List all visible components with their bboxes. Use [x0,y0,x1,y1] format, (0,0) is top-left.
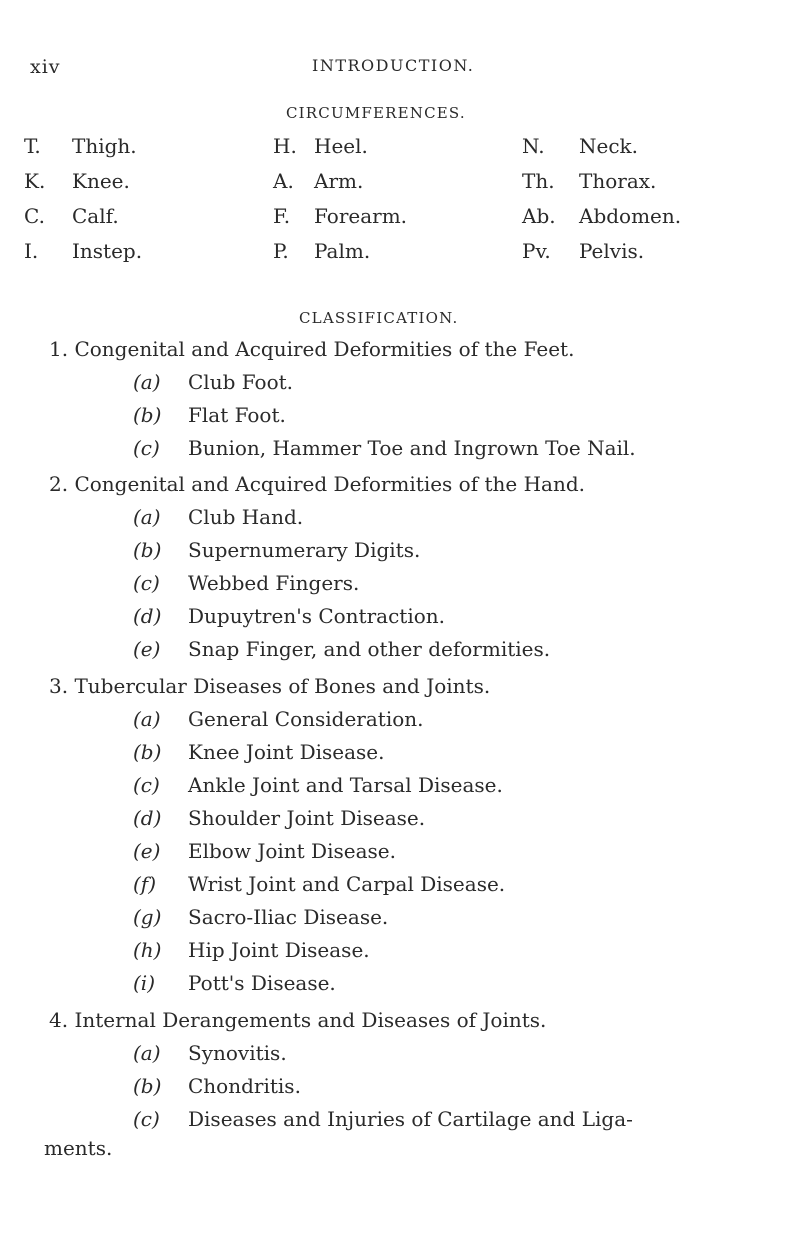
subitem-text: Snap Finger, and other deformities. [188,637,551,661]
outline-subitem [133,971,336,995]
subitem-text: Ankle Joint and Tarsal Disease. [188,773,503,797]
subitem-text: Chondritis. [188,1074,301,1098]
abbreviation-row [0,239,800,269]
subitem-text: Elbow Joint Disease. [188,839,396,863]
abbreviation: Pv. [522,239,551,263]
abbreviation: N. [522,134,545,158]
subitem-letter: (e) [133,637,161,661]
item-title: Tubercular Diseases of Bones and Joints. [74,674,491,698]
outline-subitem [133,707,424,731]
item-number: 2. [49,472,69,496]
abbreviation-meaning: Thigh. [72,134,137,158]
abbreviation: H. [273,134,297,158]
abbreviation-meaning: Abdomen. [579,204,682,228]
subitem-text: Wrist Joint and Carpal Disease. [188,872,506,896]
abbreviation-meaning: Heel. [314,134,368,158]
subitem-text: Bunion, Hammer Toe and Ingrown Toe Nail. [188,436,636,460]
circumferences-heading: CIRCUMFERENCES. [286,104,466,122]
subitem-text: Synovitis. [188,1041,287,1065]
outline-subitem [133,370,293,394]
outline-subitem [133,403,286,427]
subitem-letter: (c) [133,436,160,460]
outline-subitem [133,505,303,529]
item-title: Congenital and Acquired Deformities of the Feet. [74,337,575,361]
subitem-text: Flat Foot. [188,403,286,427]
abbreviation: Ab. [522,204,556,228]
subitem-text: Knee Joint Disease. [188,740,385,764]
abbreviation-row [0,204,800,234]
subitem-letter: (a) [133,370,161,394]
abbreviation-meaning: Thorax. [579,169,657,193]
subitem-letter: (b) [133,740,162,764]
item-title: Congenital and Acquired Deformities of the Hand. [74,472,585,496]
item-title: Internal Derangements and Diseases of Joints. [74,1008,547,1032]
subitem-text: Shoulder Joint Disease. [188,806,426,830]
outline-subitem [133,839,396,863]
subitem-letter: (b) [133,538,162,562]
subitem-letter: (e) [133,839,161,863]
outline-subitem [133,1074,301,1098]
abbreviation: Th. [522,169,555,193]
subitem-letter: (d) [133,806,162,830]
abbreviation-row [0,169,800,199]
running-header [0,56,800,80]
hyphenated-continuation: ments. [44,1136,113,1160]
outline-subitem [133,604,445,628]
abbreviation: F. [273,204,291,228]
outline-subitem [133,571,359,595]
abbreviation-meaning: Instep. [72,239,143,263]
subitem-text: Dupuytren's Contraction. [188,604,445,628]
outline-subitem [133,1041,287,1065]
item-number: 3. [49,674,69,698]
subitem-letter: (a) [133,707,161,731]
abbreviation-meaning: Forearm. [314,204,408,228]
subitem-text: Pott's Disease. [188,971,336,995]
subitem-letter: (b) [133,1074,162,1098]
subitem-letter: (d) [133,604,162,628]
outline-subitem [133,740,385,764]
outline-item [49,674,490,698]
abbreviation: T. [24,134,41,158]
subitem-text: General Consideration. [188,707,424,731]
outline-subitem [133,773,503,797]
outline-item [49,472,585,496]
outline-subitem [133,806,425,830]
abbreviation-meaning: Calf. [72,204,119,228]
abbreviation-meaning: Neck. [579,134,639,158]
abbreviation: C. [24,204,45,228]
abbreviation-meaning: Pelvis. [579,239,645,263]
subitem-text: Webbed Fingers. [188,571,360,595]
abbreviation: A. [273,169,294,193]
outline-subitem [133,938,370,962]
outline-subitem [133,637,550,661]
outline-item [49,1008,546,1032]
page-number: xiv [30,56,61,78]
subitem-text: Diseases and Injuries of Cartilage and Liga- [188,1107,633,1131]
abbreviation-meaning: Knee. [72,169,130,193]
subitem-letter: (i) [133,971,156,995]
subitem-letter: (c) [133,1107,160,1131]
outline-subitem [133,872,505,896]
subitem-letter: (c) [133,773,160,797]
subitem-text: Supernumerary Digits. [188,538,421,562]
running-title: INTRODUCTION. [312,56,475,75]
abbreviation: P. [273,239,289,263]
abbreviation-meaning: Arm. [314,169,364,193]
item-number: 1. [49,337,69,361]
subitem-letter: (c) [133,571,160,595]
outline-subitem [133,1107,633,1131]
item-number: 4. [49,1008,69,1032]
classification-heading: CLASSIFICATION. [299,309,459,327]
subitem-letter: (g) [133,905,162,929]
subitem-letter: (a) [133,1041,161,1065]
subitem-letter: (a) [133,505,161,529]
subitem-letter: (h) [133,938,162,962]
subitem-text: Sacro-Iliac Disease. [188,905,389,929]
abbreviation-row [0,134,800,164]
subitem-text: Club Foot. [188,370,293,394]
outline-subitem [133,538,420,562]
subitem-text: Club Hand. [188,505,304,529]
abbreviation: K. [24,169,46,193]
outline-item [49,337,574,361]
abbreviation: I. [24,239,39,263]
subitem-text: Hip Joint Disease. [188,938,370,962]
outline-subitem [133,905,388,929]
outline-subitem [133,436,636,460]
subitem-letter: (b) [133,403,162,427]
subitem-letter: (f) [133,872,157,896]
abbreviation-meaning: Palm. [314,239,371,263]
